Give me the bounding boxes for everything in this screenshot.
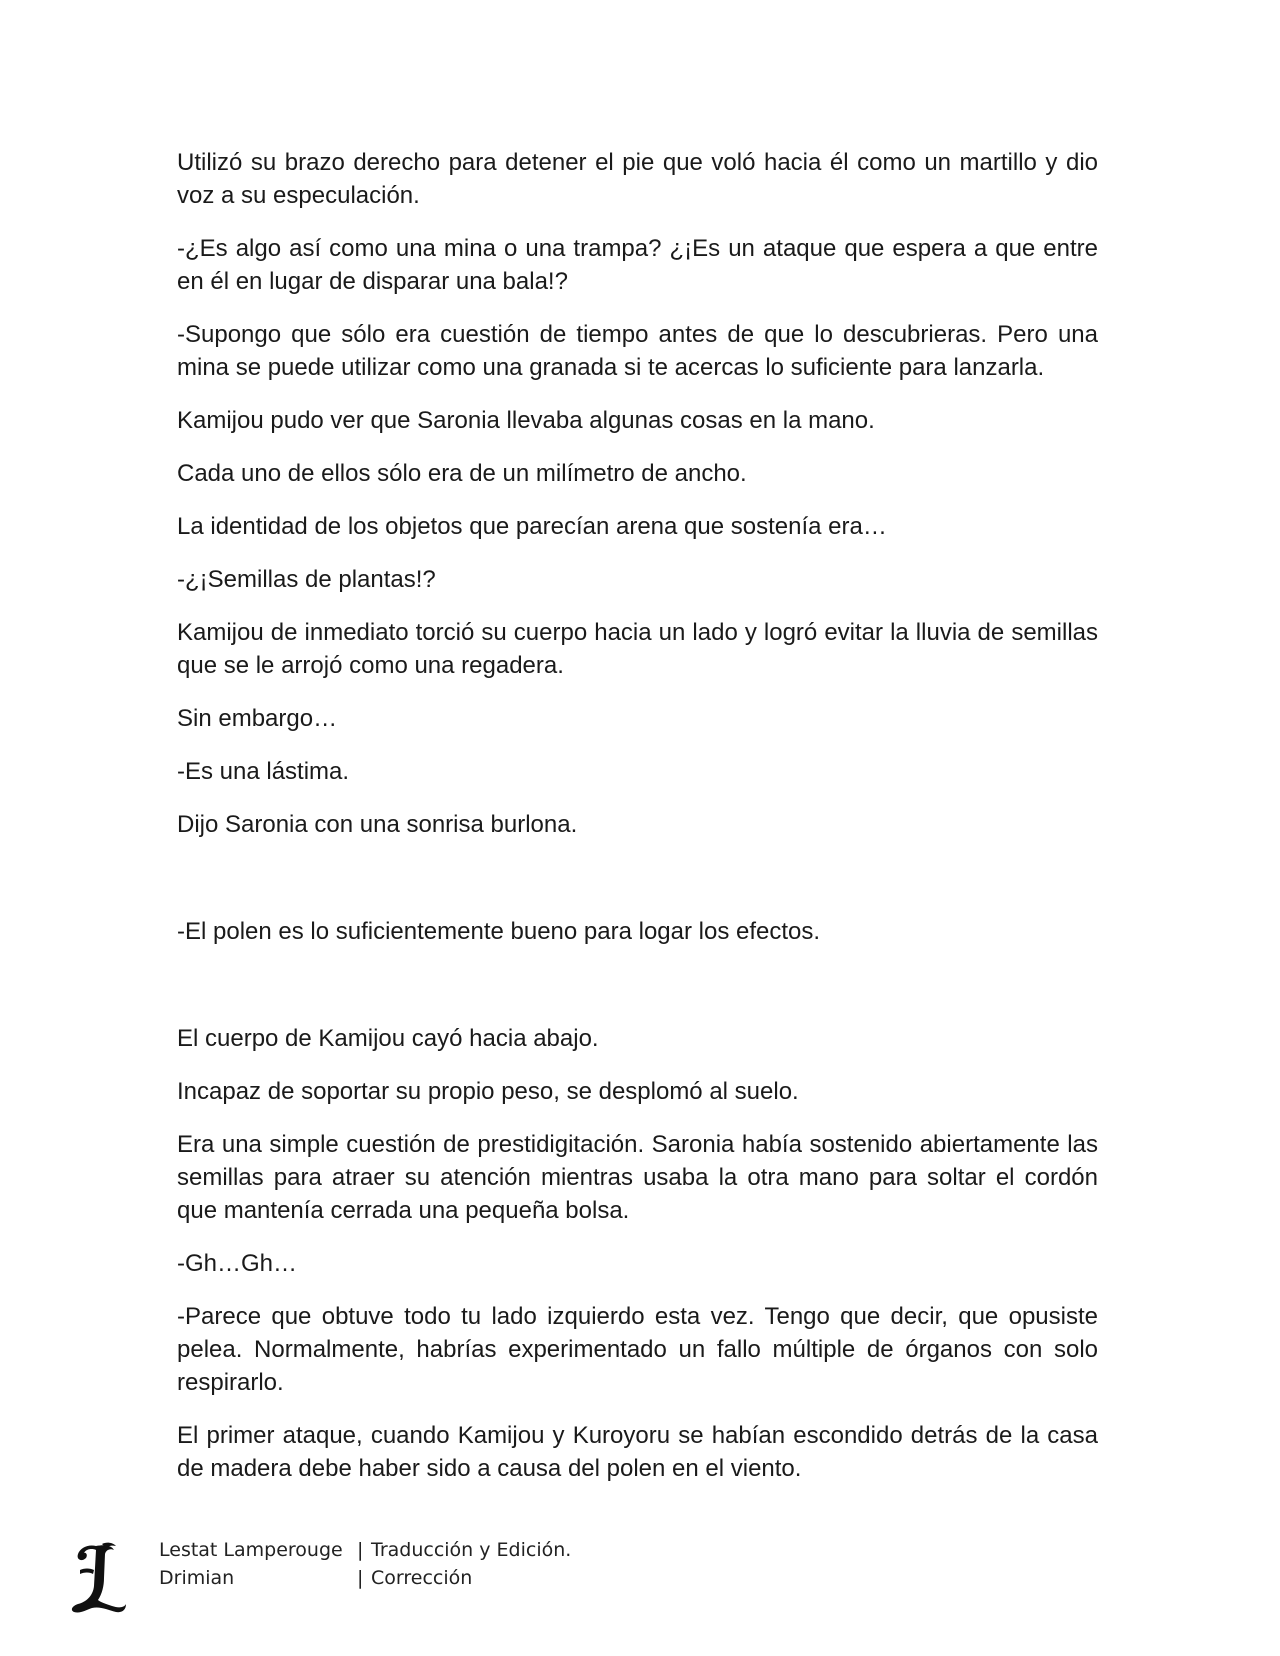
page-footer [0,1530,1280,1630]
paragraph: -Es una lástima. [177,758,350,785]
page-body [177,146,1098,1505]
paragraph: Utilizó su brazo derecho para detener el pie que voló hacia él como un martillo y dio voz a su especulación. [177,149,1098,209]
credit-name: Drimian [159,1567,235,1589]
credit-row [159,1536,571,1564]
paragraph: Era una simple cuestión de prestidigitación. Saronia había sostenido abiertamente las semillas para atraer su atención mientras usaba la otra mano para soltar el cordón que mantenía cerrada una pequeña bolsa. [177,1131,1098,1224]
paragraph: El primer ataque, cuando Kamijou y Kuroyoru se habían escondido detrás de la casa de madera debe haber sido a causa del polen en el viento. [177,1422,1098,1482]
paragraph: -¿Es algo así como una mina o una trampa? ¿¡Es un ataque que espera a que entre en él en lugar de disparar una bala!? [177,235,1098,295]
paragraph: Kamijou de inmediato torció su cuerpo hacia un lado y logró evitar la lluvia de semillas que se le arrojó como una regadera. [177,619,1098,679]
paragraph: La identidad de los objetos que parecían arena que sostenía era… [177,513,887,540]
paragraph: -El polen es lo suficientemente bueno para logar los efectos. [177,918,821,945]
credits [159,1536,571,1592]
credit-separator: | [357,1539,364,1561]
credit-name: Lestat Lamperouge [159,1539,343,1561]
paragraph: El cuerpo de Kamijou cayó hacia abajo. [177,1025,599,1052]
paragraph: Cada uno de ellos sólo era de un milímetro de ancho. [177,460,747,487]
credit-row [159,1564,571,1592]
paragraph: -Parece que obtuve todo tu lado izquierdo esta vez. Tengo que decir, que opusiste pelea. Normalmente, habrías experimentado un fallo múltiple de órganos con solo respirarlo. [177,1303,1098,1396]
paragraph: -¿¡Semillas de plantas!? [177,566,436,593]
credit-role: Corrección [371,1567,473,1589]
paragraph: -Gh…Gh… [177,1250,298,1277]
paragraph: Kamijou pudo ver que Saronia llevaba algunas cosas en la mano. [177,407,875,434]
credit-role: Traducción y Edición. [371,1539,572,1561]
paragraph: -Supongo que sólo era cuestión de tiempo antes de que lo descubrieras. Pero una mina se puede utilizar como una granada si te acercas lo suficiente para lanzarla. [177,321,1098,381]
paragraph: Dijo Saronia con una sonrisa burlona. [177,811,578,838]
blank-line [177,968,1098,1022]
credit-separator: | [357,1567,364,1589]
gothic-letter-l-icon [66,1540,130,1620]
paragraph: Incapaz de soportar su propio peso, se desplomó al suelo. [177,1078,799,1105]
paragraph: Sin embargo… [177,705,338,732]
blank-line [177,861,1098,915]
